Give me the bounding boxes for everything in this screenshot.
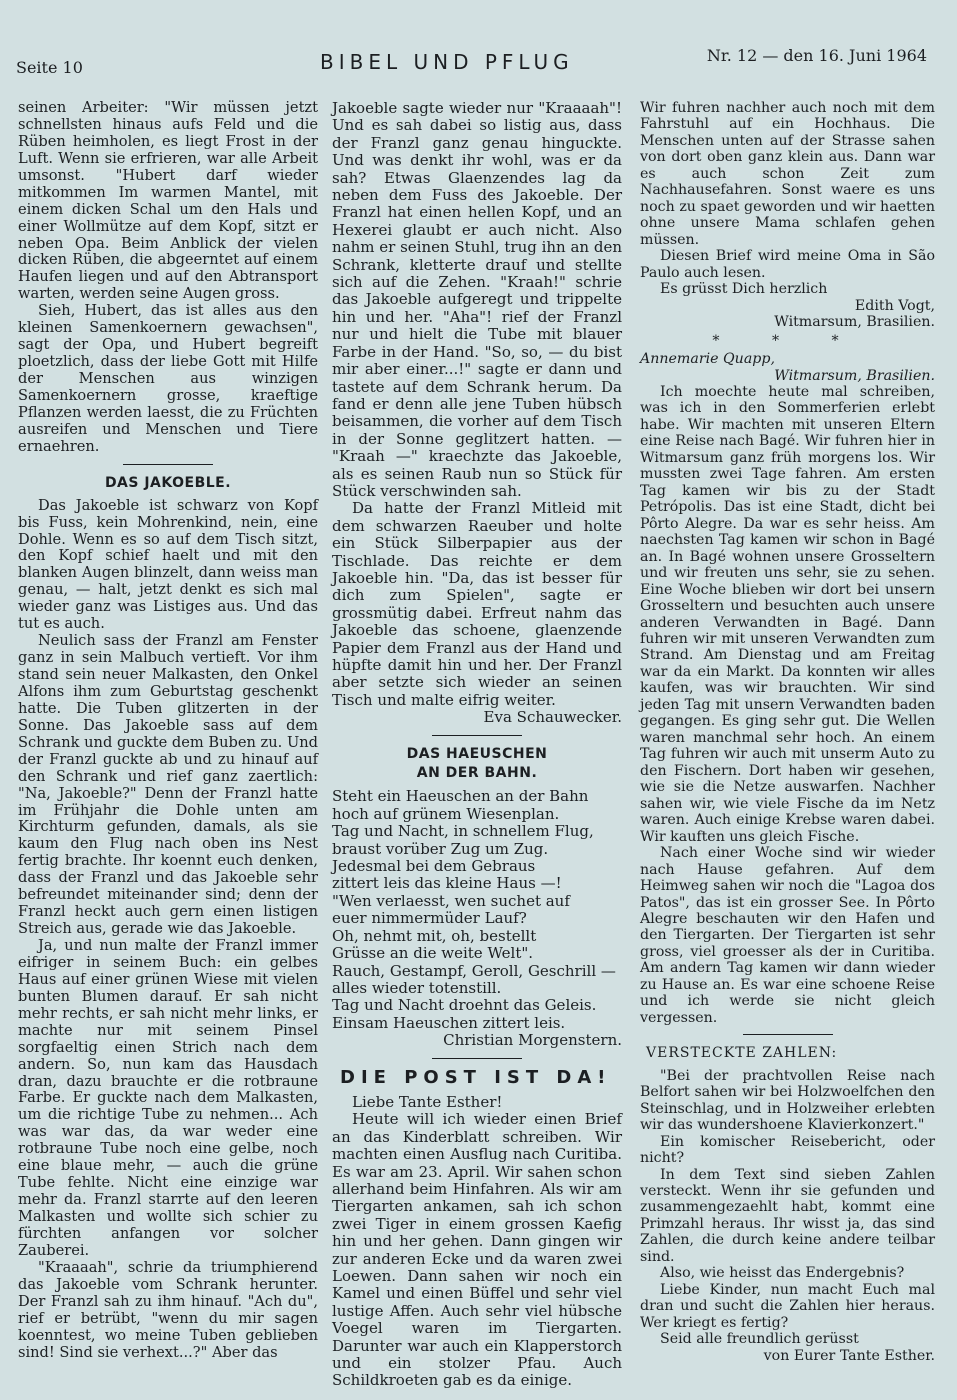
letter-note: Diesen Brief wird meine Oma in São Paulo auch lesen.	[640, 248, 935, 281]
story-paragraph: Das Jakoeble ist schwarz von Kopf bis Fuss, kein Mohrenkind, nein, eine Dohle. Wenn es so auf dem Tisch sitzt, den Kopf schief haelt und mit den blanken Augen blinzelt, dann weiss man genau, — halt, jetzt denkt es sich mal wieder ganz was Listiges aus. Und das tut es auch.	[18, 496, 318, 633]
puzzle-question-1: Ein komischer Reisebericht, oder nicht?	[640, 1133, 935, 1167]
puzzle-question-2: Also, wie heisst das Endergebnis?	[660, 1265, 905, 1282]
page-number: Seite 10	[16, 58, 83, 77]
letter2-body-cont: Nach einer Woche sind wir wieder nach Hause gefahren. Auf dem Heimweg sahen wir noch die "Lagoa dos Patos", das ist ein grosser See. In Pôrto Alegre beschauten wir den Hafen und den Tiergarten. Der Tiergarten ist sehr gross, viel groesser als der in Curitiba. Am andern Tag kamen wir dann wieder zu Hause an. Es war eine schoene Reise und ich werde sie nicht gleich vergessen.	[640, 845, 935, 1026]
section-stars: * * *	[712, 332, 863, 349]
puzzle-title: VERSTECKTE ZAHLEN:	[646, 1045, 838, 1062]
poem-line: Grüsse an die weite Welt".	[332, 944, 534, 963]
issue-date: Nr. 12 — den 16. Juni 1964	[706, 46, 927, 65]
poem-line: braust vorüber Zug um Zug.	[332, 839, 549, 858]
poem-line: zittert leis das kleine Haus —!	[332, 874, 562, 893]
poem-line: Oh, nehmt mit, oh, bestellt	[332, 926, 537, 945]
letter-continuation: Wir fuhren nachher auch noch mit dem Fahrstuhl auf ein Hochhaus. Die Menschen unten auf der Strasse sahen von dort oben ganz klein aus. Dann war es auch schon Zeit zum Nachhausefahren. Sonst waere es uns noch zu spaet geworden und wir haetten ohne unsere Mama schlafen gehen müssen.	[640, 100, 935, 248]
poem-line: Tag und Nacht droehnt das Geleis.	[332, 996, 597, 1015]
byline-name: Annemarie Quapp,	[640, 351, 775, 368]
page-header	[0, 0, 957, 90]
column-3	[640, 100, 935, 1364]
closing: Seid alle freundlich gerüsst	[660, 1331, 859, 1348]
poem-line: Jedesmal bei dem Gebraus	[332, 857, 536, 876]
story-paragraph: Ja, und nun malte der Franzl immer eifriger in seinem Buch: ein gelbes Haus auf einer grünen Wiese mit vielen bunten Blumen darauf. Er sah nicht mehr rechts, er sah nicht mehr links, er machte nur mit seinem Pinsel sorgfaeltig einen Strich nach dem andern. So, nun kam das Hausdach dran, dazu brauchte er die rotbraune Farbe. Er guckte nach dem Malkasten, um die richtige Tube zu nehmen... Ach was war das, da war weder eine rotbraune Tube noch eine gelbe, noch eine blaue mehr, — auch die grüne Tube fehlte. Nicht eine einzige war mehr da. Franzl starrte auf den leeren Malkasten und wollte sich schier zu fürchten anfangen vor solcher Zauberei.	[18, 937, 318, 1259]
poem-line: Rauch, Gestampf, Geroll, Geschrill —	[332, 961, 616, 980]
poem-author: Christian Morgenstern.	[443, 1031, 622, 1050]
hubert-story-end: seinen Arbeiter: "Wir müssen jetzt schnellsten hinaus aufs Feld und die Rüben heimholen, es liegt Frost in der Luft. Wenn sie erfrieren, war alle Arbeit umsonst. "Hubert darf wieder mitkommen Im warmen Mantel, mit einem dicken Schal um den Hals und einer Wollmütze auf dem Kopf, sitzt er neben Opa. Beim Anblick der vielen dicken Rüben, die abgeerntet auf einem Haufen liegen und auf den Abtransport warten, werden seine Augen gross.	[18, 99, 318, 303]
letter-closing: Es grüsst Dich herzlich	[660, 281, 828, 298]
post-section-title: DIE POST IST DA!	[340, 1066, 612, 1088]
magazine-title: BIBEL UND PFLUG	[320, 50, 574, 74]
poem-line: alles wieder totenstill.	[332, 978, 502, 997]
story-paragraph: Da hatte der Franzl Mitleid mit dem schwarzen Raeuber und holte ein Stück Silberpapier aus der Tischlade. Das reichte er dem Jakoeble hin. "Da, das ist besser für dich zum Spielen", sagte er grossmütig dabei. Erfreut nahm das Jakoeble das schoene, glaenzende Papier dem Franzl aus der Hand und hüpfte damit hin und her. Der Franzl aber setzte sich wieder an seinen Tisch und malte eifrig weiter.	[332, 499, 622, 709]
poem-title-line2: AN DER BAHN.	[416, 765, 538, 782]
divider	[432, 1058, 522, 1059]
letter-body: Heute will ich wieder einen Brief an das Kinderblatt schreiben. Wir machten einen Ausflug nach Curitiba. Es war am 23. April. Wir sahen schon allerhand beim Hinfahren. Als wir am Tiergarten ankamen, sah ich schon zwei Tiger in einem grossen Kaefig hin und her gehen. Dann gingen wir zur anderen Ecke und da waren zwei Loewen. Dann sahen wir noch ein Kamel und einen Büffel und sehr viel lustige Affen. Auch sehr viel hübsche Voegel waren im Tiergarten. Darunter war auch ein Klapperstorch und ein stolzer Pfau. Auch Schildkroeten gab es da einige.	[332, 1110, 622, 1390]
poem-line: euer nimmermüder Lauf?	[332, 909, 527, 928]
story-paragraph: Jakoeble sagte wieder nur "Kraaaah"! Und es sah dabei so listig aus, dass der Franzl ganz genau hinguckte. Und was denkt ihr wohl, was er da sah? Etwas Glaenzendes lag da neben dem Fuss des Jakoeble. Der Franzl hat einen hellen Kopf, und an Hexerei glaubt er auch nicht. Also nahm er seinen Stuhl, trug ihn an den Schrank, kletterte drauf und stellte sich auf die Zehen. "Kraah!" schrie das Jakoeble aufgeregt und trippelte hin und her. "Aha"! rief der Franzl nur und hielt die Tube mit blauer Farbe in der Hand. "So, so, — du bist mir aber einer...!" sagte er dann und tastete auf dem Schrank herum. Da fand er denn alle jene Tuben hübsch beisammen, die vorher auf dem Tisch in der Sonne geglitzert hatten. — "Kraah —" kraechzte das Jakoeble, als es seinen Raub nun so Stück für Stück verschwinden sah.	[332, 99, 622, 500]
letter-signature-name: Edith Vogt,	[854, 297, 935, 314]
puzzle-invite: Liebe Kinder, nun macht Euch mal dran und sucht die Zahlen hier heraus. Wer kriegt es fertig?	[640, 1281, 935, 1331]
story-title-jakoeble: DAS JAKOEBLE.	[104, 474, 232, 491]
puzzle-text: In dem Text sind sieben Zahlen versteckt. Wenn ihr sie gefunden und zusammengezaehlt habt, kommt eine Primzahl heraus. Ihr wisst ja, das sind Zahlen, die durch keine andere teilbar sind.	[640, 1166, 935, 1265]
letter2-body: Ich moechte heute mal schreiben, was ich in den Sommerferien erlebt habe. Wir machten mit unseren Eltern eine Reise nach Bagé. Wir fuhren hier in Witmarsum ganz früh morgens los. Wir mussten zwei Tage fahren. Am ersten Tag kamen wir bis zu der Stadt Petrópolis. Das ist eine Stadt, dicht bei Pôrto Alegre. Da war es sehr heiss. Am naechsten Tag kamen wir schon in Bagé an. In Bagé wohnen unsere Grosseltern und wir freuten uns sehr, sie zu sehen. Eine Woche blieben wir dort bei unsern Grosseltern und besuchten auch unsere anderen Verwandten in Bagé. Dann fuhren wir mit unseren Verwandten zum Strand. Am Dienstag und am Freitag war da ein Markt. Da konnten wir alles kaufen, was wir brauchten. Wir sind jeden Tag mit unsern Verwandten baden gegangen. Es ging sehr gut. Die Wellen waren manchmal sehr hoch. An einem Tag fuhren wir auch mit unserm Auto zu den Fischern. Dort haben wir gesehen, wie sie die Netze auswarfen. Nachher sahen wir, wie viele Fische da im Netz waren. Auch einige Krebse waren dabei. Wir kauften uns gleich Fische.	[640, 383, 935, 845]
closing-signature: von Eurer Tante Esther.	[763, 1347, 935, 1364]
poem-line: Steht ein Haeuschen an der Bahn	[332, 787, 589, 806]
column-2	[332, 100, 622, 1390]
divider	[743, 1034, 833, 1035]
poem-line: "Wen verlaesst, wen suchet auf	[332, 891, 570, 910]
poem	[332, 788, 622, 1032]
letter-salutation: Liebe Tante Esther!	[352, 1092, 503, 1111]
poem-title-line1: DAS HAEUSCHEN	[406, 745, 548, 762]
divider	[432, 735, 522, 736]
hubert-story-para: Sieh, Hubert, das ist alles aus den kleinen Samenkoernern gewachsen", sagt der Opa, und Hubert begreift ploetzlich, dass der liebe Gott mit Hilfe der Menschen aus winzigen Samenkoernern grosse, kraeftige Pflanzen werden laesst, die zu Früchten ausreifen und Menschen und Tiere ernaehren.	[18, 302, 318, 455]
poem-line: Tag und Nacht, in schnellem Flug,	[332, 822, 594, 841]
poem-line: hoch auf grünem Wiesenplan.	[332, 804, 560, 823]
letter-signature-place: Witmarsum, Brasilien.	[774, 314, 935, 331]
column-1	[18, 100, 318, 1361]
byline-place: Witmarsum, Brasilien.	[774, 367, 935, 384]
puzzle-quote: "Bei der prachtvollen Reise nach Belfort sahen wir bei Holzwoelfchen den Steinschlag, und in Holzweiher erlebten wir das wundershoene Klavierkonzert."	[640, 1067, 935, 1134]
story-paragraph: Neulich sass der Franzl am Fenster ganz in sein Malbuch vertieft. Vor ihm stand sein neuer Malkasten, den Onkel Alfons ihm zum Geburtstag geschenkt hatte. Die Tuben glitzerten in der Sonne. Das Jakoeble sass auf dem Schrank und guckte dem Buben zu. Und der Franzl guckte ab und zu hinauf auf den Schrank und rief ganz zaertlich: "Na, Jakoeble?" Denn der Franzl hatte im Frühjahr die Dohle unten am Kirchturm gefunden, damals, als sie kaum den Flug nach oben ins Nest fertig brachte. Ihr koennt euch denken, dass der Franzl und das Jakoeble sehr befreundet miteinander sind; denn der Franzl heckt auch gern einen listigen Streich aus, gerade wie das Jakoeble.	[18, 632, 318, 938]
story-author: Eva Schauwecker.	[483, 708, 622, 727]
story-paragraph: "Kraaaah", schrie da triumphierend das Jakoeble vom Schrank herunter. Der Franzl sah zu ihm hinauf. "Ach du", rief er betrübt, "wenn du mir sagen koenntest, wo meine Tuben geblieben sind! Sind sie verhext...?" Aber das	[18, 1258, 318, 1361]
divider	[123, 464, 213, 465]
poem-line: Einsam Haeuschen zittert leis.	[332, 1013, 566, 1032]
